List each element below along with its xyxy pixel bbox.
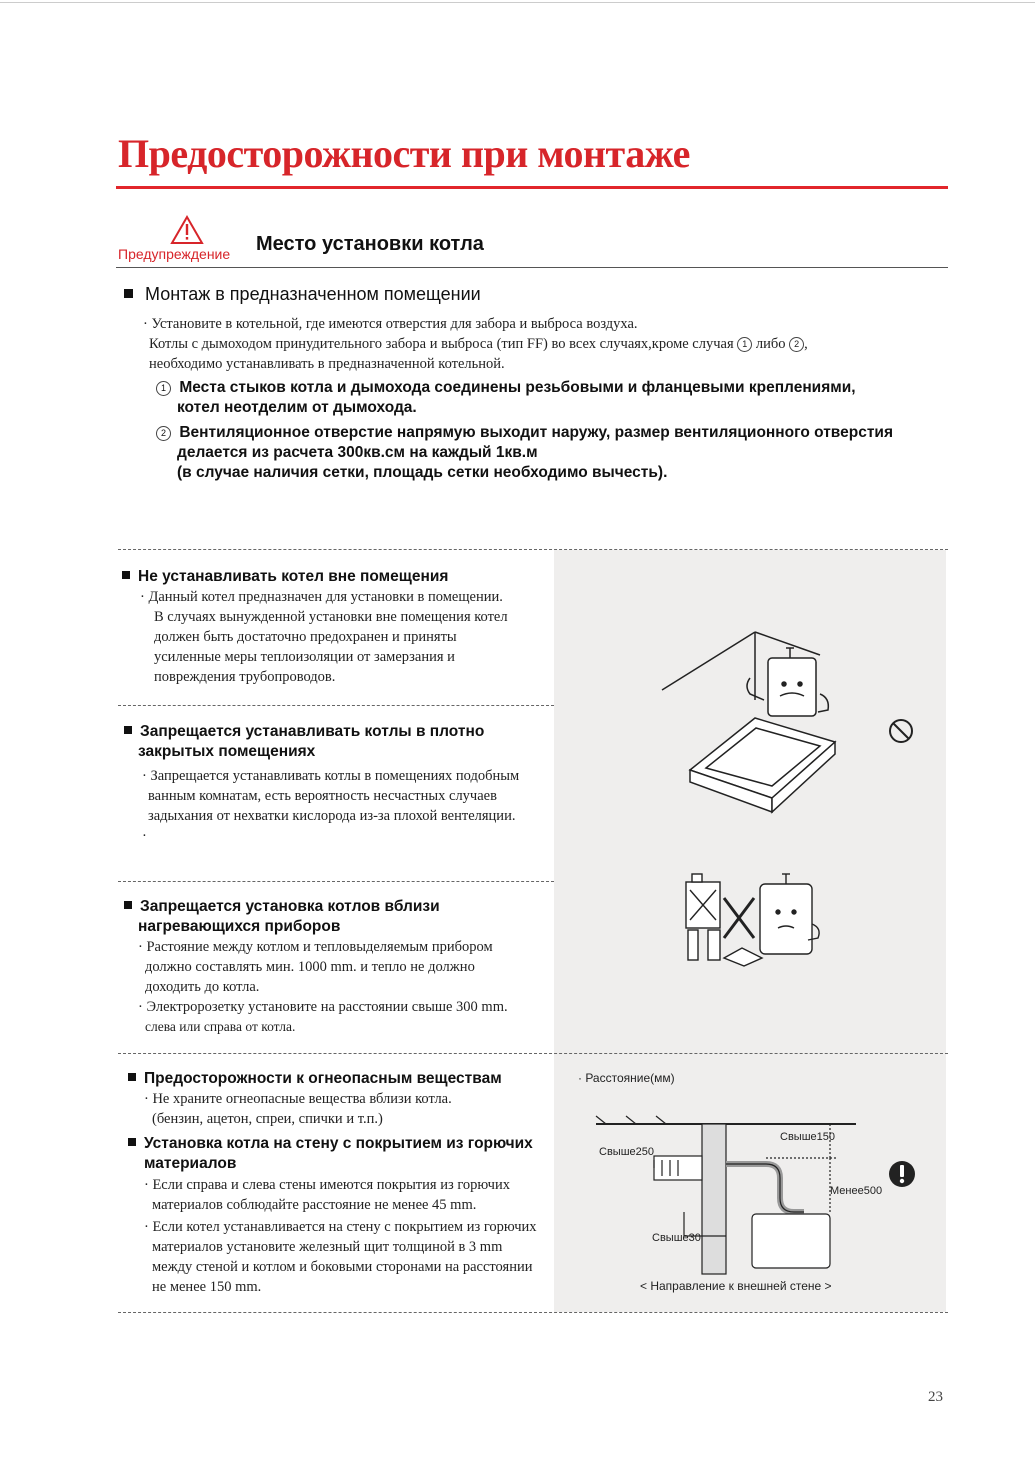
marker-2-icon: 2: [789, 337, 804, 352]
block2-heading: [124, 722, 484, 762]
page-number: 23: [928, 1389, 943, 1405]
block4-line: · Не храните огнеопасные вещества вблизи котла.: [144, 1091, 452, 1107]
intro-text: [143, 314, 943, 374]
intro-line2-b: либо: [752, 336, 790, 352]
block4-line: между стеной и котлом и боковыми сторонами на расстоянии: [152, 1259, 533, 1275]
item2-line2: делается из расчета 300кв.см на каждый 1кв.м: [177, 444, 538, 461]
separator: [118, 705, 554, 706]
block1-line: В случаях вынужденной установки вне помещения котел: [154, 609, 508, 625]
warning-triangle-icon: [170, 215, 204, 245]
block3-line: слева или справа от котла.: [145, 1019, 296, 1034]
item1-line2: котел неотделим от дымохода.: [177, 399, 417, 416]
warning-label: Предупреждение: [118, 246, 231, 262]
dim-left: Свыше250: [599, 1146, 654, 1158]
item2-line3: (в случае наличия сетки, площадь сетки необходимо вычесть).: [177, 464, 668, 481]
block4-heading1-text: Предосторожности к огнеопасным веществам: [144, 1070, 502, 1087]
block1-line: усиленные меры теплоизоляции от замерзания и: [154, 649, 455, 665]
block1-line: повреждения трубопроводов.: [154, 669, 336, 685]
block3-heading: [124, 897, 440, 937]
dim-top: Свыше150: [780, 1131, 835, 1143]
diagram-direction: < Направление к внешней стене >: [640, 1279, 832, 1293]
block4-heading2: [128, 1134, 533, 1174]
intro-item-2: [156, 423, 946, 483]
separator: [118, 549, 948, 550]
dim-right: Менее500: [830, 1185, 883, 1197]
block2-heading-line2: закрытых помещениях: [138, 743, 316, 760]
intro-line2-c: ,: [804, 336, 808, 352]
block3-text: [138, 937, 552, 1037]
section-title: Место установки котла: [256, 233, 484, 255]
marker-1-icon: 1: [156, 381, 171, 396]
block4-text1: [144, 1089, 554, 1129]
block1-heading-text: Не устанавливать котел вне помещения: [138, 568, 449, 585]
block2-line: ванным комнатам, есть вероятность несчастных случаев: [148, 788, 497, 804]
block1-line: должен быть достаточно предохранен и приняты: [154, 629, 457, 645]
square-bullet-icon: [124, 901, 132, 909]
block3-line: доходить до котла.: [145, 979, 260, 995]
separator: [118, 1053, 948, 1054]
square-bullet-icon: [128, 1138, 136, 1146]
block2-line: задыхания от нехватки кислорода из-за плохой вентеляции.: [148, 808, 516, 824]
item2-line1: Вентиляционное отверстие напрямую выходит наружу, размер вентиляционного отверстия: [179, 424, 894, 441]
block1-line: · Данный котел предназначен для установки в помещении.: [140, 589, 503, 605]
marker-1-icon: 1: [737, 337, 752, 352]
warning-badge: [118, 215, 248, 265]
exclamation-icon: [888, 1160, 916, 1188]
intro-heading-text: Монтаж в предназначенном помещении: [145, 284, 481, 304]
block3-line: должно составлять мин. 1000 mm. и тепло не должно: [145, 959, 475, 975]
block4-line: · Если котел устанавливается на стену с покрытием из горючих: [144, 1219, 537, 1235]
prohibition-icon: [887, 717, 915, 745]
block4-text2: [144, 1175, 554, 1297]
square-bullet-icon: [124, 289, 133, 298]
block4-line: материалов установите железный щит толщиной в 3 mm: [152, 1239, 503, 1255]
block4-heading1: [128, 1069, 502, 1089]
intro-heading: [124, 284, 481, 305]
block2-line: · Запрещается устанавливать котлы в помещениях подобным: [142, 768, 520, 784]
block1-heading: [122, 567, 448, 587]
dim-bottom: Свыше30: [652, 1232, 701, 1244]
block4-line: материалов соблюдайте расстояние не менее 45 mm.: [152, 1197, 477, 1213]
section-rule: [116, 267, 948, 268]
intro-line3: необходимо устанавливать в предназначенной котельной.: [149, 356, 505, 372]
marker-2-icon: 2: [156, 426, 171, 441]
block4-line: не менее 150 mm.: [152, 1279, 262, 1295]
square-bullet-icon: [122, 571, 130, 579]
block4-line: (бензин, ацетон, спреи, спички и т.п.): [152, 1111, 383, 1127]
block3-line: · Растояние между котлом и тепловыделяемым прибором: [138, 939, 493, 955]
flammables-boiler-illustration: [682, 868, 822, 976]
block3-heading-line1: Запрещается установка котлов вблизи: [140, 898, 440, 915]
diagram-caption: · Расстояние(мм): [578, 1071, 675, 1085]
separator: [118, 1312, 948, 1313]
square-bullet-icon: [124, 726, 132, 734]
title-rule: [116, 186, 948, 189]
block4-heading2-line2: материалов: [144, 1155, 237, 1172]
block2-heading-line1: Запрещается устанавливать котлы в плотно: [140, 723, 485, 740]
square-bullet-icon: [128, 1073, 136, 1081]
item1-line1: Места стыков котла и дымохода соединены резьбовыми и фланцевыми креплениями,: [179, 379, 856, 396]
separator: [118, 881, 554, 882]
intro-line2-a: Котлы с дымоходом принудительного забора и выброса (тип FF) во всех случаях,кроме случая: [149, 336, 738, 352]
block3-line: · Электророзетку установите на расстоянии свыше 300 mm.: [138, 999, 508, 1015]
top-border: [0, 2, 1035, 3]
intro-line2: [143, 334, 943, 354]
block4-heading2-line1: Установка котла на стену с покрытием из горючих: [144, 1135, 533, 1152]
page-title: Предосторожности при монтаже: [118, 131, 690, 176]
block2-text: [142, 766, 552, 846]
block2-line: ·: [142, 828, 147, 844]
block3-heading-line2: нагревающихся приборов: [138, 918, 341, 935]
block4-line: · Если справа и слева стены имеются покрытия из горючих: [144, 1177, 510, 1193]
intro-line1: · Установите в котельной, где имеются отверстия для забора и выброса воздуха.: [143, 316, 638, 332]
block1-text: [140, 587, 550, 687]
intro-item-1: [156, 378, 946, 418]
